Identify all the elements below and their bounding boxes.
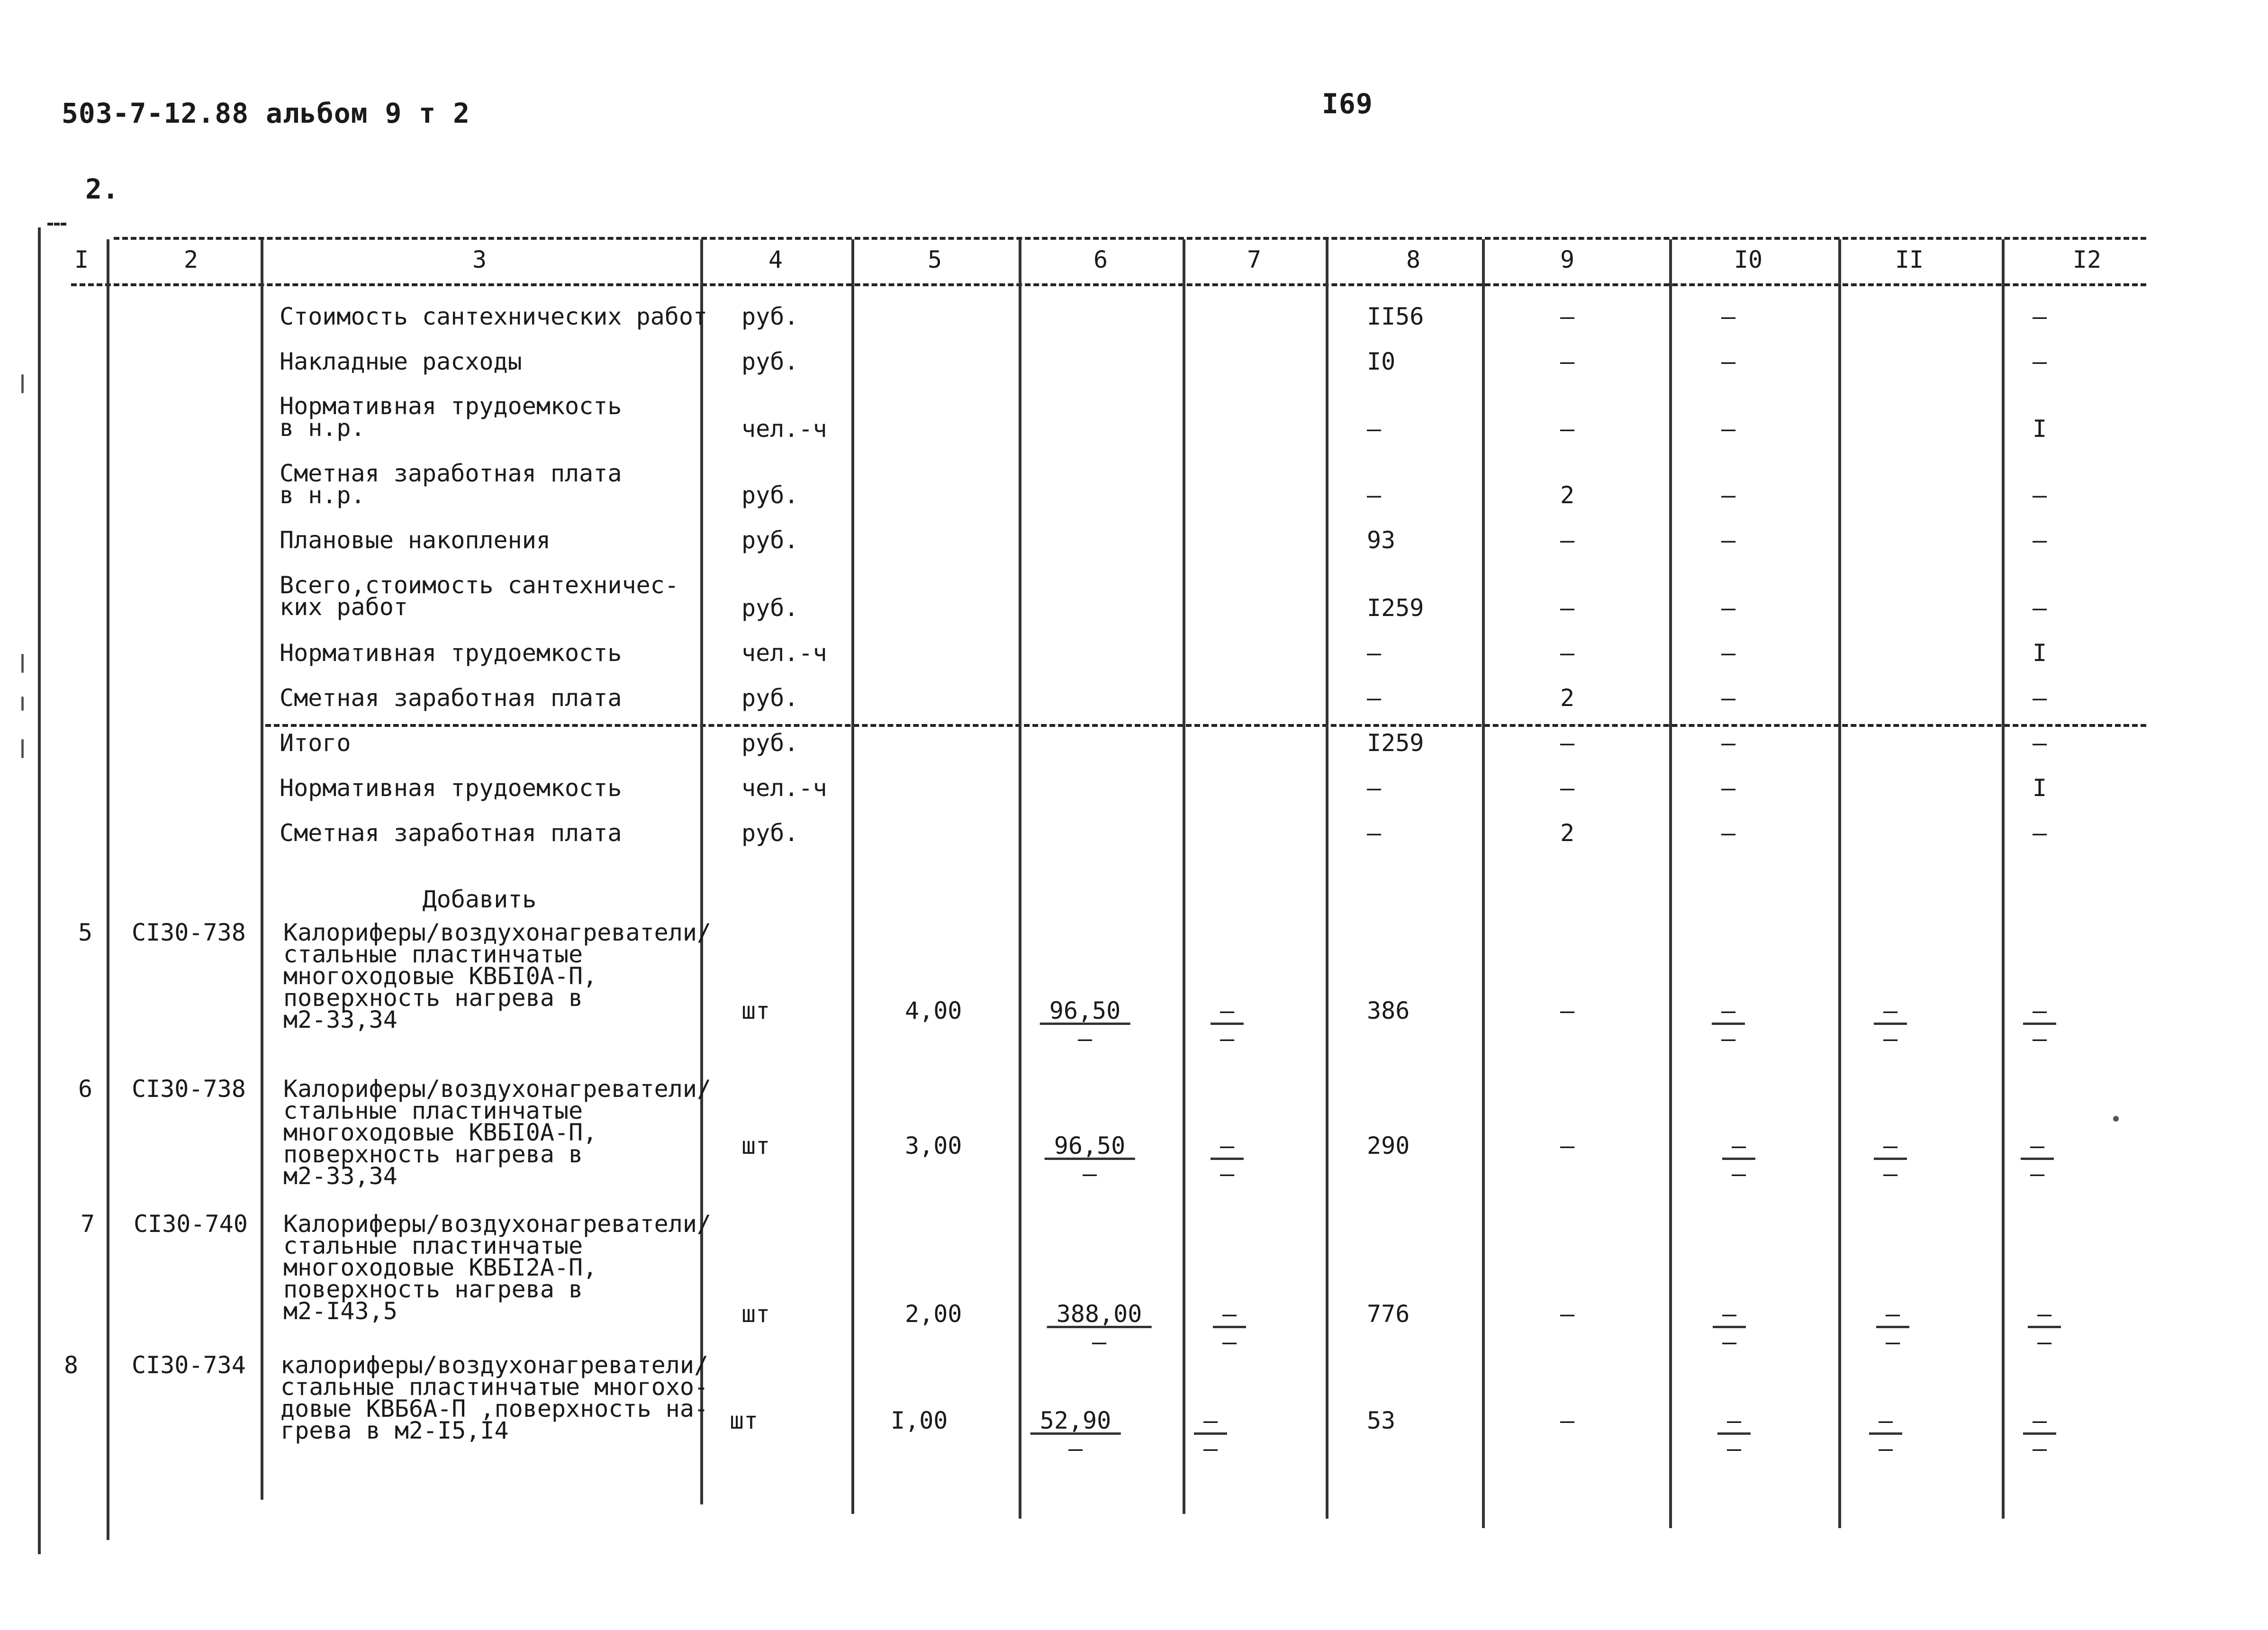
item-col12: $\frac{-}{-}$ xyxy=(2028,1303,2061,1353)
item-col10: $\frac{-}{-}$ xyxy=(1717,1410,1751,1459)
row-col9: – xyxy=(1560,639,1575,667)
item-col10: $\frac{-}{-}$ xyxy=(1713,1303,1746,1353)
table-top-rule xyxy=(114,237,2146,240)
scan-mark xyxy=(21,374,24,393)
col-divider-11 xyxy=(2002,239,2005,1519)
item-col11: $\frac{-}{-}$ xyxy=(1876,1303,1909,1353)
item-col8: 290 xyxy=(1367,1132,1410,1159)
column-number: II xyxy=(1895,246,1924,273)
item-code: СI30-740 xyxy=(134,1210,248,1238)
item-description: Калориферы/воздухонагреватели/ стальные пластинчатые многоходовые КВБI0А-П, поверхность нагрева в м2-33,34 xyxy=(283,919,712,1033)
row-col12: – xyxy=(2032,303,2047,330)
item-number: 8 xyxy=(63,1351,79,1379)
row-col9: – xyxy=(1560,303,1575,330)
row-col9: – xyxy=(1560,774,1575,802)
row-unit: чел.-ч xyxy=(741,774,827,802)
row-col12: – xyxy=(2032,526,2047,554)
row-col9: – xyxy=(1560,348,1575,375)
row-col12: I xyxy=(2032,415,2047,443)
item-description: Калориферы/воздухонагреватели/ стальные пластинчатые многоходовые КВБI2А-П, поверхность нагрева в м2-I43,5 xyxy=(283,1210,712,1325)
row-unit: руб. xyxy=(741,348,799,375)
col-divider-10 xyxy=(1838,239,1841,1528)
row-col8: – xyxy=(1367,415,1382,443)
item-quantity: 4,00 xyxy=(905,997,962,1024)
row-unit: руб. xyxy=(741,481,799,509)
item-col10: $\frac{-}{-}$ xyxy=(1712,1000,1745,1050)
row-label: Нормативная трудоемкость xyxy=(280,639,622,667)
row-col8: I259 xyxy=(1367,729,1424,757)
row-col10: – xyxy=(1721,348,1736,375)
row-label: Всего,стоимость сантехничес- ких работ xyxy=(280,571,679,621)
item-code: СI30-734 xyxy=(132,1351,246,1379)
col-divider-2 xyxy=(261,239,263,1500)
document-code: 503-7-12.88 альбом 9 т 2 xyxy=(62,97,470,129)
item-col11: $\frac{-}{-}$ xyxy=(1869,1410,1902,1459)
item-col12: $\frac{-}{-}$ xyxy=(2023,1410,2056,1459)
item-quantity: 2,00 xyxy=(905,1300,962,1328)
row-col12: – xyxy=(2032,819,2047,847)
item-code: СI30-738 xyxy=(132,919,246,946)
row-col12: I xyxy=(2032,639,2047,667)
item-unit: шт xyxy=(741,1300,770,1328)
row-unit: руб. xyxy=(741,303,799,330)
page-number: I69 xyxy=(1322,88,1373,120)
sheet-number: 2. xyxy=(85,173,119,205)
item-col6: $\frac{388,00}{-}$ xyxy=(1047,1303,1152,1353)
row-col12: – xyxy=(2032,481,2047,509)
item-col11: $\frac{-}{-}$ xyxy=(1874,1000,1907,1050)
item-col8: 53 xyxy=(1367,1407,1396,1434)
row-col9: – xyxy=(1560,526,1575,554)
row-unit: руб. xyxy=(741,819,799,847)
item-unit: шт xyxy=(741,997,770,1024)
item-code: СI30-738 xyxy=(132,1075,246,1103)
col-divider-9 xyxy=(1669,239,1672,1528)
row-col8: I259 xyxy=(1367,594,1424,622)
row-col10: – xyxy=(1721,594,1736,622)
row-col10: – xyxy=(1721,526,1736,554)
row-col10: – xyxy=(1721,481,1736,509)
row-col12: – xyxy=(2032,684,2047,712)
column-number: 5 xyxy=(927,246,942,273)
add-heading: Добавить xyxy=(422,886,537,913)
row-unit: руб. xyxy=(741,729,799,757)
item-col9: – xyxy=(1560,1300,1575,1328)
item-description: Калориферы/воздухонагреватели/ стальные пластинчатые многоходовые КВБI0А-П, поверхность нагрева в м2-33,34 xyxy=(283,1075,712,1190)
table-corner-mark xyxy=(47,223,66,226)
row-col12: – xyxy=(2032,594,2047,622)
row-label: Итого xyxy=(280,729,351,757)
column-number: I0 xyxy=(1734,246,1763,273)
item-quantity: 3,00 xyxy=(905,1132,962,1159)
subtotal-rule xyxy=(265,724,2146,727)
item-col9: – xyxy=(1560,1407,1575,1434)
col-divider-5 xyxy=(1019,239,1021,1519)
item-col6: $\frac{96,50}{-}$ xyxy=(1040,1000,1130,1050)
row-col9: – xyxy=(1560,594,1575,622)
table-left-border xyxy=(38,227,41,1554)
item-number: 5 xyxy=(78,919,93,946)
item-col7: $\frac{-}{-}$ xyxy=(1213,1303,1246,1353)
row-unit: руб. xyxy=(741,526,799,554)
row-col12: I xyxy=(2032,774,2047,802)
column-number: 9 xyxy=(1560,246,1575,273)
item-col6: $\frac{96,50}{-}$ xyxy=(1045,1135,1135,1185)
item-col8: 776 xyxy=(1367,1300,1410,1328)
row-col8: I0 xyxy=(1367,348,1396,375)
item-unit: шт xyxy=(730,1407,759,1434)
row-col8: – xyxy=(1367,481,1382,509)
col-divider-6 xyxy=(1183,239,1185,1514)
row-label: Накладные расходы xyxy=(280,348,522,375)
row-col8: – xyxy=(1367,639,1382,667)
row-col8: – xyxy=(1367,819,1382,847)
row-col10: – xyxy=(1721,729,1736,757)
row-col10: – xyxy=(1721,684,1736,712)
row-col9: – xyxy=(1560,415,1575,443)
item-col7: $\frac{-}{-}$ xyxy=(1211,1135,1244,1185)
column-number: 4 xyxy=(768,246,783,273)
row-col9: 2 xyxy=(1560,819,1575,847)
col-divider-4 xyxy=(851,239,854,1514)
row-label: Сметная заработная плата в н.р. xyxy=(280,460,622,509)
row-label: Нормативная трудоемкость xyxy=(280,774,622,802)
column-number: 8 xyxy=(1406,246,1421,273)
column-number: 7 xyxy=(1247,246,1262,273)
header-bottom-rule xyxy=(71,283,2146,286)
item-col9: – xyxy=(1560,997,1575,1024)
item-number: 7 xyxy=(80,1210,95,1238)
column-number: I2 xyxy=(2072,246,2102,273)
row-col10: – xyxy=(1721,415,1736,443)
item-col7: $\frac{-}{-}$ xyxy=(1211,1000,1244,1050)
row-col9: 2 xyxy=(1560,684,1575,712)
scan-mark xyxy=(21,697,24,711)
row-col10: – xyxy=(1721,303,1736,330)
row-label: Сметная заработная плата xyxy=(280,684,622,712)
col-divider-8 xyxy=(1482,239,1485,1528)
item-col7: $\frac{-}{-}$ xyxy=(1194,1410,1227,1459)
row-col10: – xyxy=(1721,819,1736,847)
row-col9: – xyxy=(1560,729,1575,757)
item-col12: $\frac{-}{-}$ xyxy=(2021,1135,2054,1185)
row-unit: чел.-ч xyxy=(741,415,827,443)
col-divider-7 xyxy=(1326,239,1328,1519)
row-col12: – xyxy=(2032,729,2047,757)
row-unit: чел.-ч xyxy=(741,639,827,667)
row-col12: – xyxy=(2032,348,2047,375)
row-col10: – xyxy=(1721,639,1736,667)
row-unit: руб. xyxy=(741,684,799,712)
scan-mark xyxy=(21,654,24,673)
row-col9: 2 xyxy=(1560,481,1575,509)
row-label: Плановые накопления xyxy=(280,526,551,554)
scan-speck xyxy=(2113,1116,2119,1122)
row-col8: – xyxy=(1367,684,1382,712)
item-unit: шт xyxy=(741,1132,770,1159)
col-divider-1 xyxy=(107,239,109,1540)
scan-mark xyxy=(21,739,24,758)
row-col8: 93 xyxy=(1367,526,1396,554)
item-col12: $\frac{-}{-}$ xyxy=(2023,1000,2056,1050)
row-label: Сметная заработная плата xyxy=(280,819,622,847)
row-label: Нормативная трудоемкость в н.р. xyxy=(280,392,622,442)
row-unit: руб. xyxy=(741,594,799,622)
row-label: Стоимость сантехнических работ xyxy=(280,303,708,330)
item-description: калориферы/воздухонагреватели/ стальные пластинчатые многохо- довые КВБ6А-П ,поверхность на- грева в м2-I5,I4 xyxy=(280,1351,709,1444)
column-number: 2 xyxy=(183,246,199,273)
column-number: I xyxy=(74,246,89,273)
column-number: 6 xyxy=(1093,246,1108,273)
item-col6: $\frac{52,90}{-}$ xyxy=(1030,1410,1121,1459)
row-col10: – xyxy=(1721,774,1736,802)
item-col9: – xyxy=(1560,1132,1575,1159)
row-col8: – xyxy=(1367,774,1382,802)
row-col8: II56 xyxy=(1367,303,1424,330)
item-col8: 386 xyxy=(1367,997,1410,1024)
item-quantity: I,00 xyxy=(891,1407,948,1434)
item-col10: $\frac{-}{-}$ xyxy=(1722,1135,1755,1185)
column-number: 3 xyxy=(472,246,487,273)
item-number: 6 xyxy=(78,1075,93,1103)
item-col11: $\frac{-}{-}$ xyxy=(1874,1135,1907,1185)
